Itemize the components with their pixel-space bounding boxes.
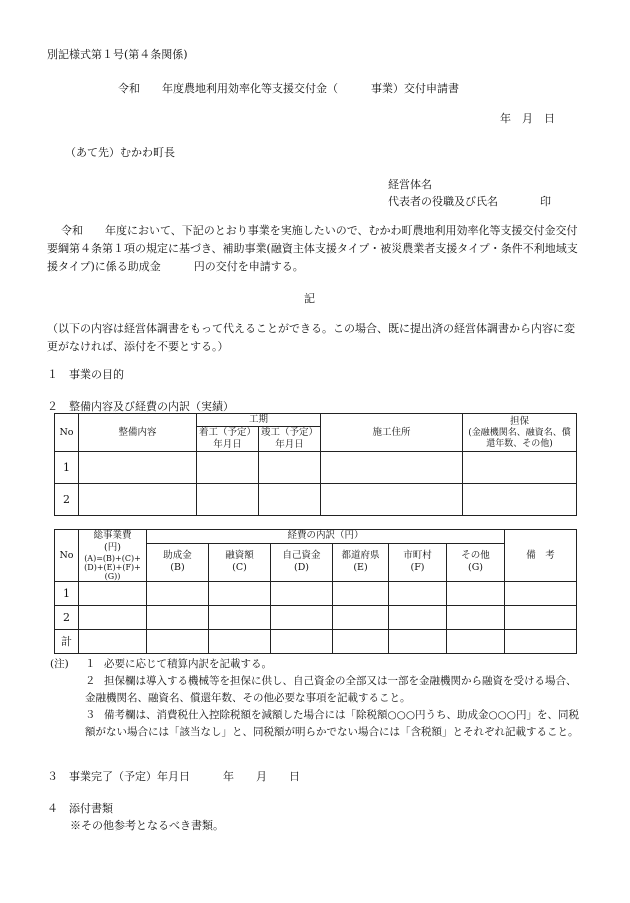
remarks-cell[interactable] — [505, 582, 577, 606]
prefecture-cell[interactable] — [333, 606, 389, 630]
section-2-heading: ２ 整備内容及び経費の内訳（実績） — [47, 400, 234, 413]
col-location: 施工住所 — [321, 414, 463, 452]
work-content-table — [54, 413, 577, 516]
own-funds-cell[interactable] — [271, 630, 333, 654]
end-sub: 年月日 — [275, 439, 304, 450]
section-4-heading: ４ 添付書類 — [47, 802, 113, 815]
expense-table — [54, 529, 577, 654]
start-cell[interactable] — [197, 452, 259, 484]
representative-label: 代表者の役職及び氏名 — [388, 195, 498, 208]
table-row — [55, 582, 577, 606]
subsidy-code: (B) — [170, 562, 185, 574]
col-remarks: 備 考 — [505, 530, 577, 582]
col-prefecture — [333, 543, 389, 581]
seal-mark: 印 — [540, 195, 551, 208]
col-breakdown: 経費の内訳（円） — [147, 530, 505, 544]
subsidy-cell[interactable] — [147, 630, 209, 654]
total-cell[interactable] — [79, 606, 147, 630]
col-collateral — [463, 414, 577, 452]
municipality-code: (F) — [410, 562, 425, 574]
own-funds-label: 自己資金 — [282, 550, 321, 562]
row-number: 2 — [55, 606, 79, 630]
section-3-heading: ３ 事業完了（予定）年月日 年 月 日 — [47, 770, 300, 783]
ki-heading: 記 — [304, 292, 315, 305]
col-no: No — [55, 414, 79, 452]
col-total — [79, 530, 147, 582]
date-line: 年 月 日 — [500, 112, 555, 125]
start-label: 着工（予定） — [198, 427, 256, 438]
start-cell[interactable] — [197, 484, 259, 516]
row-total-label: 計 — [55, 630, 79, 654]
municipality-cell[interactable] — [389, 582, 447, 606]
col-subsidy — [147, 543, 209, 581]
row-number: 1 — [55, 582, 79, 606]
note-1-number: １ — [85, 658, 96, 670]
application-paragraph: 令和 年度において、下記のとおり事業を実施したいので、むかわ町農地利用効率化等支援交付金交付要綱第４条第１項の規定に基づき、補助事業(融資主体支援タイプ・被災農業者支援タイプ・条件不利地域支援タイプ)に係る助成金 円の交付を申請する。 — [47, 224, 578, 273]
document-title: 令和 年度農地利用効率化等支援交付金（ 事業）交付申請書 — [118, 82, 459, 95]
table-row — [55, 484, 577, 516]
loan-cell[interactable] — [209, 606, 271, 630]
municipality-cell[interactable] — [389, 606, 447, 630]
table-row-total — [55, 630, 577, 654]
start-sub: 年月日 — [213, 439, 242, 450]
table-row — [55, 606, 577, 630]
other-code: (G) — [468, 562, 484, 574]
entity-name-label: 経営体名 — [388, 178, 432, 191]
location-cell[interactable] — [321, 452, 463, 484]
col-period: 工期 — [197, 414, 321, 427]
form-label: 別記様式第１号(第４条関係) — [47, 48, 188, 61]
note-3: 備考欄は、消費税仕入控除税額を減額した場合には「除税額○○○円うち、助成金○○○円」を、同税額がない場合には「該当なし」と、同税額が明らかでない場合には「含税額」とそれぞれ記載すること。 — [85, 709, 579, 738]
row-number: 2 — [55, 484, 79, 516]
total-cell[interactable] — [79, 630, 147, 654]
loan-cell[interactable] — [209, 630, 271, 654]
end-cell[interactable] — [259, 452, 321, 484]
col-other — [447, 543, 505, 581]
collateral-cell[interactable] — [463, 452, 577, 484]
prefecture-label: 都道府県 — [341, 550, 380, 562]
addressee: （あて先）むかわ町長 — [65, 146, 175, 159]
note-3-number: ３ — [85, 709, 96, 721]
intro-note: （以下の内容は経営体調書をもって代えることができる。この場合、既に提出済の経営体調書から内容に変更がなければ、添付を不要とする。） — [47, 322, 575, 353]
col-municipality — [389, 543, 447, 581]
table-row — [55, 452, 577, 484]
col-end — [259, 427, 321, 452]
note-1: 必要に応じて積算内訳を記載する。 — [104, 658, 272, 670]
col-loan — [209, 543, 271, 581]
content-cell[interactable] — [79, 452, 197, 484]
col-content: 整備内容 — [79, 414, 197, 452]
total-unit: (円) — [104, 542, 121, 553]
municipality-label: 市町村 — [403, 550, 432, 562]
collateral-sub: (金融機関名、融資名、償還年数、その他) — [468, 427, 571, 449]
col-start — [197, 427, 259, 452]
end-label: 竣工（予定） — [261, 427, 319, 438]
remarks-cell[interactable] — [505, 630, 577, 654]
col-own-funds — [271, 543, 333, 581]
municipality-cell[interactable] — [389, 630, 447, 654]
loan-cell[interactable] — [209, 582, 271, 606]
location-cell[interactable] — [321, 484, 463, 516]
loan-code: (C) — [232, 562, 247, 574]
subsidy-cell[interactable] — [147, 606, 209, 630]
prefecture-cell[interactable] — [333, 630, 389, 654]
subsidy-label: 助成金 — [163, 550, 192, 562]
other-cell[interactable] — [447, 630, 505, 654]
total-formula: (A)=(B)+(C)+(D)+(E)+(F)+(G)) — [84, 554, 141, 581]
subsidy-cell[interactable] — [147, 582, 209, 606]
other-cell[interactable] — [447, 582, 505, 606]
note-2: 担保欄は導入する機械等を担保に供し、自己資金の全部又は一部を金融機関から融資を受ける場合、金融機関名、融資名、償還年数、その他必要な事項を記載すること。 — [85, 675, 577, 704]
end-cell[interactable] — [259, 484, 321, 516]
loan-label: 融資額 — [225, 550, 254, 562]
other-label: その他 — [461, 550, 490, 562]
section-4-item: ※その他参考となるべき書類。 — [70, 819, 224, 832]
prefecture-cell[interactable] — [333, 582, 389, 606]
section-1-heading: １ 事業の目的 — [47, 368, 124, 381]
collateral-cell[interactable] — [463, 484, 577, 516]
total-label: 総事業費 — [93, 530, 132, 541]
collateral-label: 担保 — [510, 415, 530, 427]
total-cell[interactable] — [79, 582, 147, 606]
row-number: 1 — [55, 452, 79, 484]
own-funds-cell[interactable] — [271, 606, 333, 630]
content-cell[interactable] — [79, 484, 197, 516]
note-2-number: ２ — [85, 675, 96, 687]
col-no: No — [55, 530, 79, 582]
own-funds-code: (D) — [293, 562, 310, 574]
notes-prefix: (注) — [50, 658, 69, 670]
prefecture-code: (E) — [353, 562, 368, 574]
other-cell[interactable] — [447, 606, 505, 630]
remarks-cell[interactable] — [505, 606, 577, 630]
own-funds-cell[interactable] — [271, 582, 333, 606]
